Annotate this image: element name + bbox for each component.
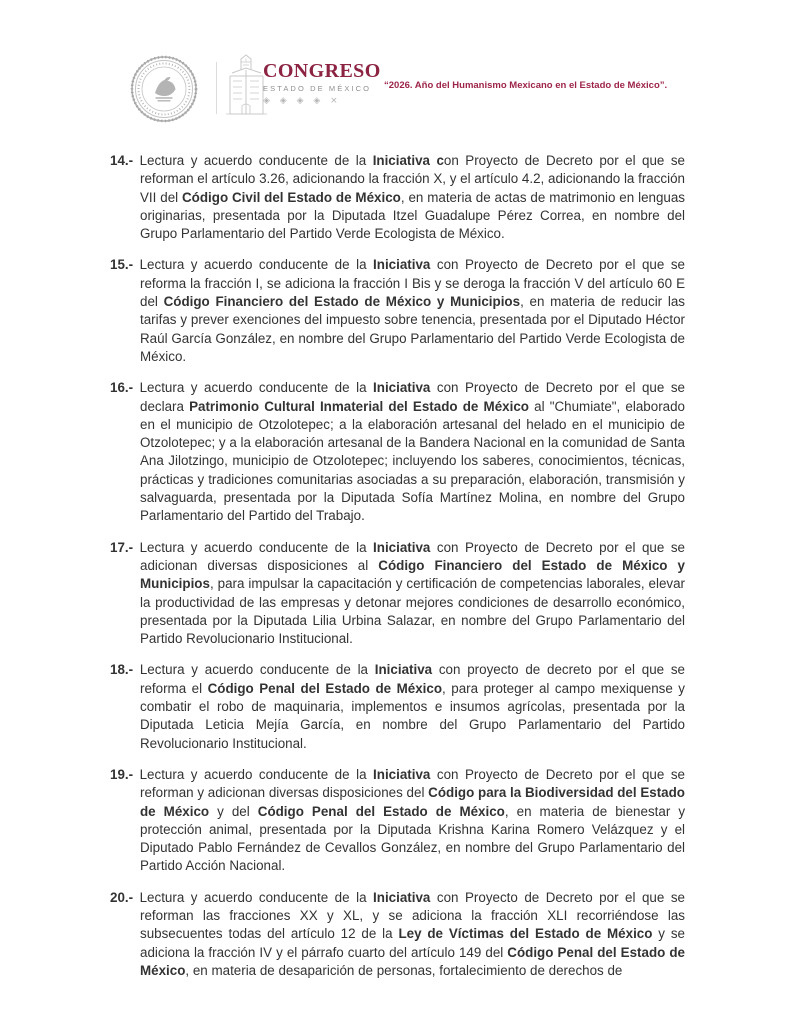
text-run: Lectura y acuerdo conducente de la xyxy=(139,153,373,168)
text-run: Código Penal del Estado de México xyxy=(207,680,443,696)
item-text xyxy=(140,257,685,363)
text-run: Lectura y acuerdo conducente de la xyxy=(139,889,374,905)
text-run: Iniciativa xyxy=(373,380,431,396)
text-run: Código para la Biodiversidad del Estado de México xyxy=(140,785,685,819)
text-run: Lectura y acuerdo conducente de la xyxy=(139,257,374,273)
state-seal-icon xyxy=(130,55,198,123)
text-run: Iniciativa xyxy=(373,766,431,782)
text-run: Patrimonio Cultural Inmaterial del Estado de México xyxy=(189,398,529,414)
text-run: al "Chumiate", elaborado en el municipio de Otzolotepec; a la elaboración artesanal del helado en el municipio de Otzolotepec; y a la elaboración artesanal de la Bandera Nacional en la comunidad de Santa Ana Jilotzingo, municipio de Otzolotepec; incluyendo los saberes, conocimientos, técnicas, prácticas y tradiciones comunitarias asociadas a su preparación, elaboración, transmisión y salvaguarda, presentada por la Diputada Sofía Martínez Molina, en nombre del Grupo Parlamentario del Partido del Trabajo. xyxy=(140,398,686,524)
text-run: Código Financiero del Estado de México y Municipios xyxy=(140,557,686,592)
year-motto: “2026. Año del Humanismo Mexicano en el Estado de México”. xyxy=(384,80,668,91)
text-run: con Proyecto de Decreto por el que se reforman las fracciones XX y XL, y se adiciona la fracción XLI recorriéndose las subsecuentes todas del artículo 12 de la xyxy=(140,889,685,942)
logo-title: CONGRESO xyxy=(263,60,381,82)
agenda-item xyxy=(110,379,685,525)
congress-logo xyxy=(263,61,381,106)
agenda-item xyxy=(110,766,685,876)
text-run: , en materia de actas de matrimonio en lenguas originarias, presentada por la Diputada Itzel Guadalupe Pérez Correa, en nombre del Grupo Parlamentario del Partido Verde Ecologista de México. xyxy=(140,189,685,242)
text-run: con Proyecto de Decreto por el que se declara xyxy=(140,380,685,414)
text-run: Iniciativa xyxy=(373,889,431,905)
text-run: con Proyecto de Decreto por el que se reforman y adicionan diversas disposiciones del xyxy=(140,766,685,801)
item-text xyxy=(140,662,685,750)
text-run: con Proyecto de Decreto por el que se reforma la fracción I, se adiciona la fracción I Bis y se deroga la fracción V del artículo 60 E del xyxy=(140,257,685,310)
agenda-item xyxy=(110,889,685,980)
item-number: 17.- xyxy=(110,539,134,555)
text-run: , en materia de bienestar y protección animal, presentada por la Diputada Krishna Karina Romero Velázquez y el Diputado Pablo Fernández de Cevallos González, en nombre del Grupo Parlamentario del Partido Acción Nacional. xyxy=(140,803,686,874)
item-number: 15.- xyxy=(110,257,134,273)
text-run: con Proyecto de Decreto por el que se adicionan diversas disposiciones al xyxy=(140,539,685,573)
agenda-item xyxy=(110,256,685,366)
text-run: Código Penal del Estado de México xyxy=(257,803,505,819)
text-run: Código Civil del Estado de México xyxy=(182,189,401,205)
logo-subtitle: ESTADO DE MÉXICO xyxy=(263,84,372,93)
item-text xyxy=(140,380,685,523)
text-run: con proyecto de decreto por el que se reforma el xyxy=(140,662,685,696)
text-run: Lectura y acuerdo conducente de la xyxy=(139,766,374,782)
text-run: Iniciativa xyxy=(374,662,433,678)
text-run: Lectura y acuerdo conducente de la xyxy=(139,539,374,555)
text-run: on Proyecto de Decreto por el que se reforman el artículo 3.26, adicionando la fracción X, y el artículo 4.2, adicionando la fracción VII del xyxy=(140,153,685,205)
letterhead xyxy=(0,0,791,135)
agenda-list xyxy=(110,152,685,993)
text-run: y se adiciona la fracción IV y el párrafo cuarto del artículo 149 del xyxy=(140,926,685,960)
item-number: 20.- xyxy=(110,889,134,905)
header-divider xyxy=(216,62,217,114)
item-number: 16.- xyxy=(110,380,134,396)
item-text xyxy=(140,153,685,241)
item-number: 18.- xyxy=(110,662,134,678)
item-text xyxy=(140,540,685,646)
item-text xyxy=(140,767,685,873)
logo-ornaments-icon: ◈ ◈ ◈ ◈ × xyxy=(263,96,342,106)
agenda-item xyxy=(110,152,685,243)
text-run: , en materia de reducir las tarifas y prever exenciones del impuesto sobre tenencia, presentada por el Diputado Héctor Raúl García González, en nombre del Grupo Parlamentario del Partido Verde Ecologista de México. xyxy=(140,294,685,364)
text-run: Ley de Víctimas del Estado de México xyxy=(398,926,653,942)
text-run: Lectura y acuerdo conducente de la xyxy=(139,662,375,678)
text-run: , en materia de desaparición de personas, fortalecimiento de derechos de xyxy=(185,962,623,978)
agenda-item xyxy=(110,539,685,649)
text-run: Código Penal del Estado de México xyxy=(140,944,685,978)
text-run: Lectura y acuerdo conducente de la xyxy=(139,380,374,396)
text-run: y del xyxy=(209,803,258,819)
text-run: , para proteger al campo mexiquense y combatir el robo de maquinaria, implementos e insumos agrícolas, presentada por la Diputada Leticia Mejía García, en nombre del Grupo Parlamentario del Partido Revolucionario Institucional. xyxy=(140,680,686,751)
text-run: Iniciativa xyxy=(373,539,431,555)
item-text xyxy=(140,890,685,978)
text-run: Código Financiero del Estado de México y Municipios xyxy=(163,294,521,310)
text-run: Iniciativa c xyxy=(372,153,444,168)
text-run: Iniciativa xyxy=(373,257,431,273)
agenda-item xyxy=(110,661,685,752)
text-run: , para impulsar la capacitación y certificación de competencias laborales, elevar la productividad de las empresas y detonar mejores condiciones de desarrollo económico, presentada por la Diputada Lilia Urbina Salazar, en nombre del Grupo Parlamentario del Partido Revolucionario Institucional. xyxy=(140,576,685,647)
item-number: 14.- xyxy=(110,153,134,168)
item-number: 19.- xyxy=(110,766,134,782)
